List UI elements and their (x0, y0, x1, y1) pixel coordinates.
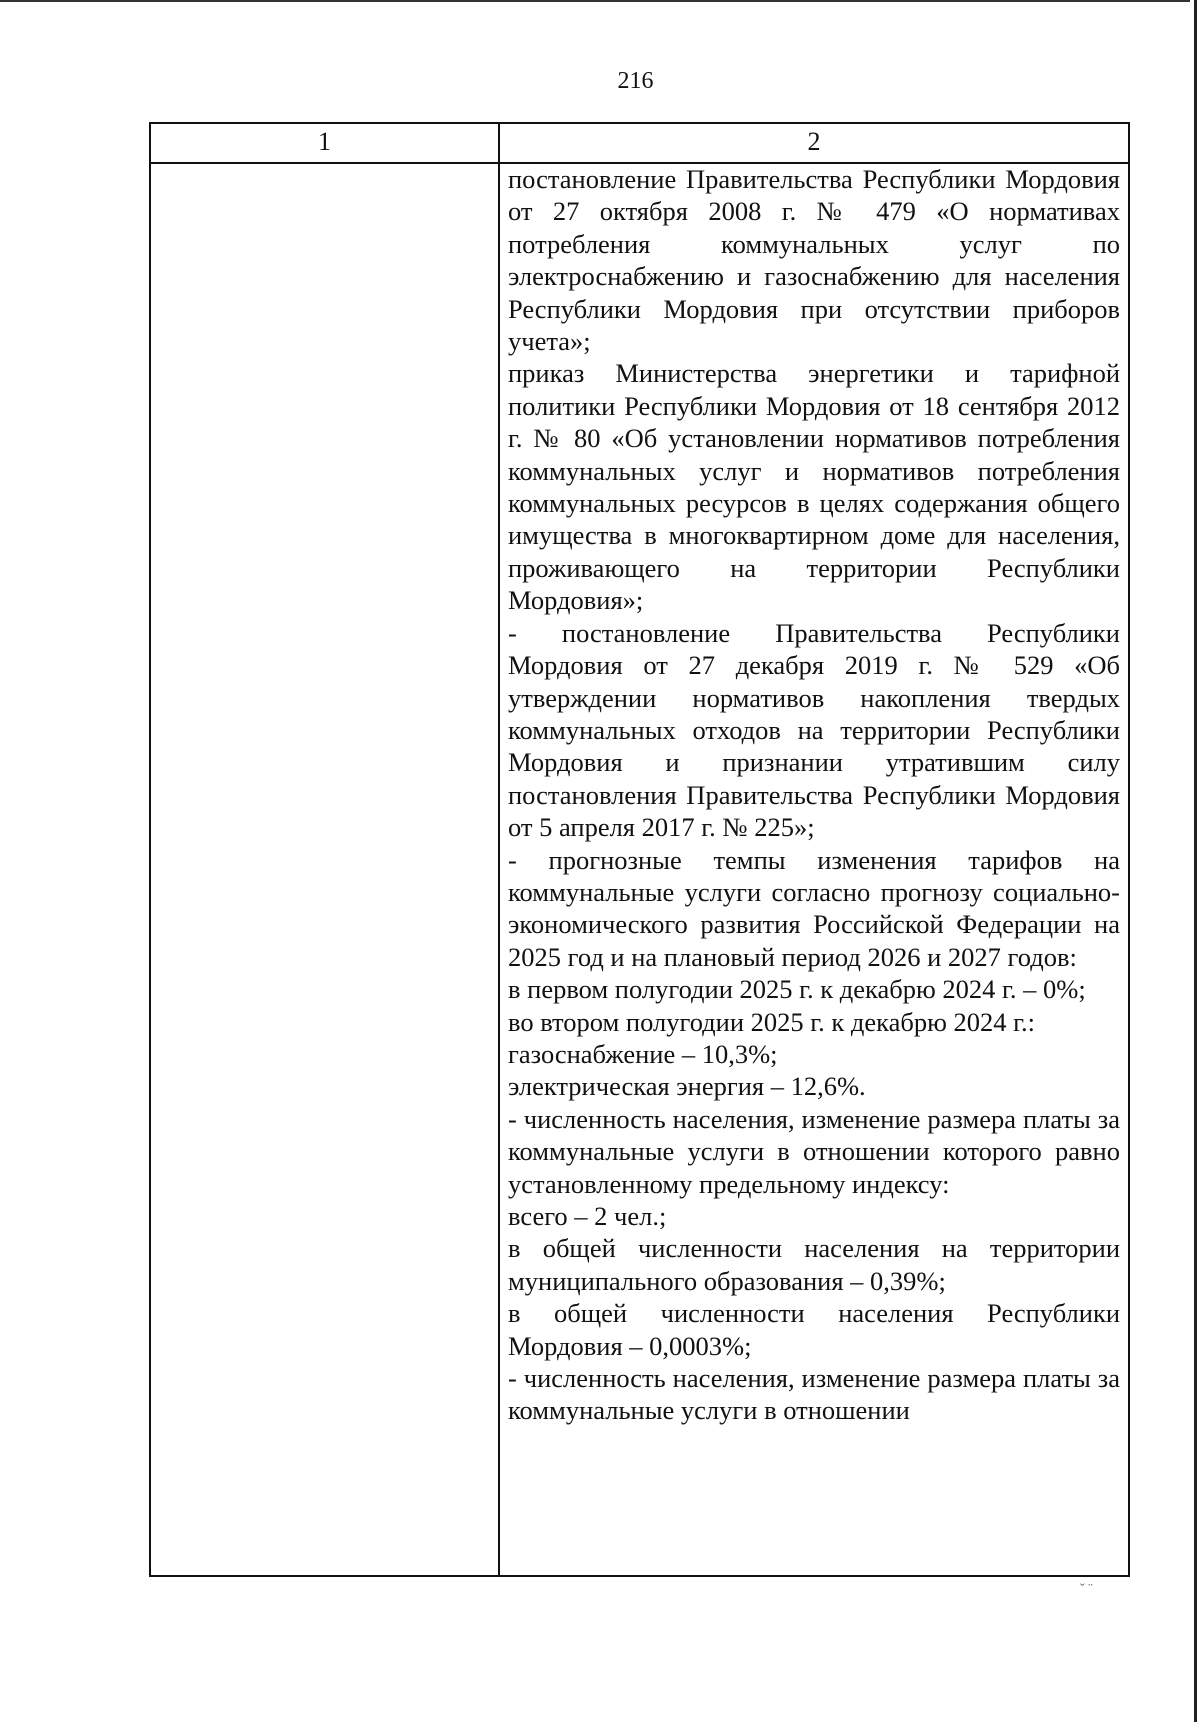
column-header-1: 1 (318, 127, 331, 156)
cell-paragraph: во втором полугодии 2025 г. к декабрю 2024 г.: (508, 1006, 1036, 1037)
cell-paragraph: приказ Министерства энергетики и тарифной политики Республики Мордовия от 18 сентября 2012 г. № 80 «Об установлении нормативов потребления коммунальных услуг и нормативов потребления коммунальных ресурсов в целях содержания общего имущества в многоквартирном доме для населения, проживающего на территории Республики Мордовия»; (508, 358, 1120, 616)
cell-paragraph: всего – 2 чел.; (508, 1201, 667, 1231)
data-table (149, 122, 1130, 1577)
cell-paragraph: - прогнозные темпы изменения тарифов на коммунальные услуги согласно прогнозу социально-экономического развития Российской Федерации на 2025 год и на плановый период 2026 и 2027 годов: (508, 844, 1120, 972)
column-divider (498, 124, 500, 1575)
cell-paragraph: в первом полугодии 2025 г. к декабрю 2024 г. – 0%; (508, 974, 1086, 1005)
cell-paragraph: - численность населения, изменение размера платы за коммунальные услуги в отношении (508, 1363, 1120, 1426)
cell-paragraph: в общей численности населения Республики Мордовия – 0,0003%; (508, 1298, 1120, 1361)
table-cell-column-2 (508, 163, 1120, 1427)
right-scan-edge (1194, 0, 1197, 1722)
page-number: 216 (617, 68, 654, 94)
cell-paragraph: постановление Правительства Республики Мордовия от 27 октября 2008 г. № 479 «О нормативах потребления коммунальных услуг по электроснабжению и газоснабжению для населения Республики Мордовия при отсутствии приборов учета»; (508, 164, 1120, 357)
cell-paragraph: газоснабжение – 10,3%; (508, 1038, 778, 1069)
column-header-2: 2 (807, 127, 821, 156)
cell-paragraph: - постановление Правительства Республики Мордовия от 27 декабря 2019 г. № 529 «Об утверждении нормативов накопления твердых коммунальных отходов на территории Республики Мордовия и признании утратившим силу постановления Правительства Республики Мордовия от 5 апреля 2017 г. № 225»; (508, 617, 1120, 843)
scan-speck: ˇ ¨ (1080, 1582, 1093, 1597)
cell-paragraph: в общей численности населения на территории муниципального образования – 0,39%; (508, 1233, 1120, 1296)
cell-paragraph: - численность населения, изменение размера платы за коммунальные услуги в отношении которого равно установленному предельному индексу: (508, 1103, 1120, 1199)
cell-paragraph: электрическая энергия – 12,6%. (508, 1071, 866, 1102)
top-scan-edge (0, 0, 1190, 2)
